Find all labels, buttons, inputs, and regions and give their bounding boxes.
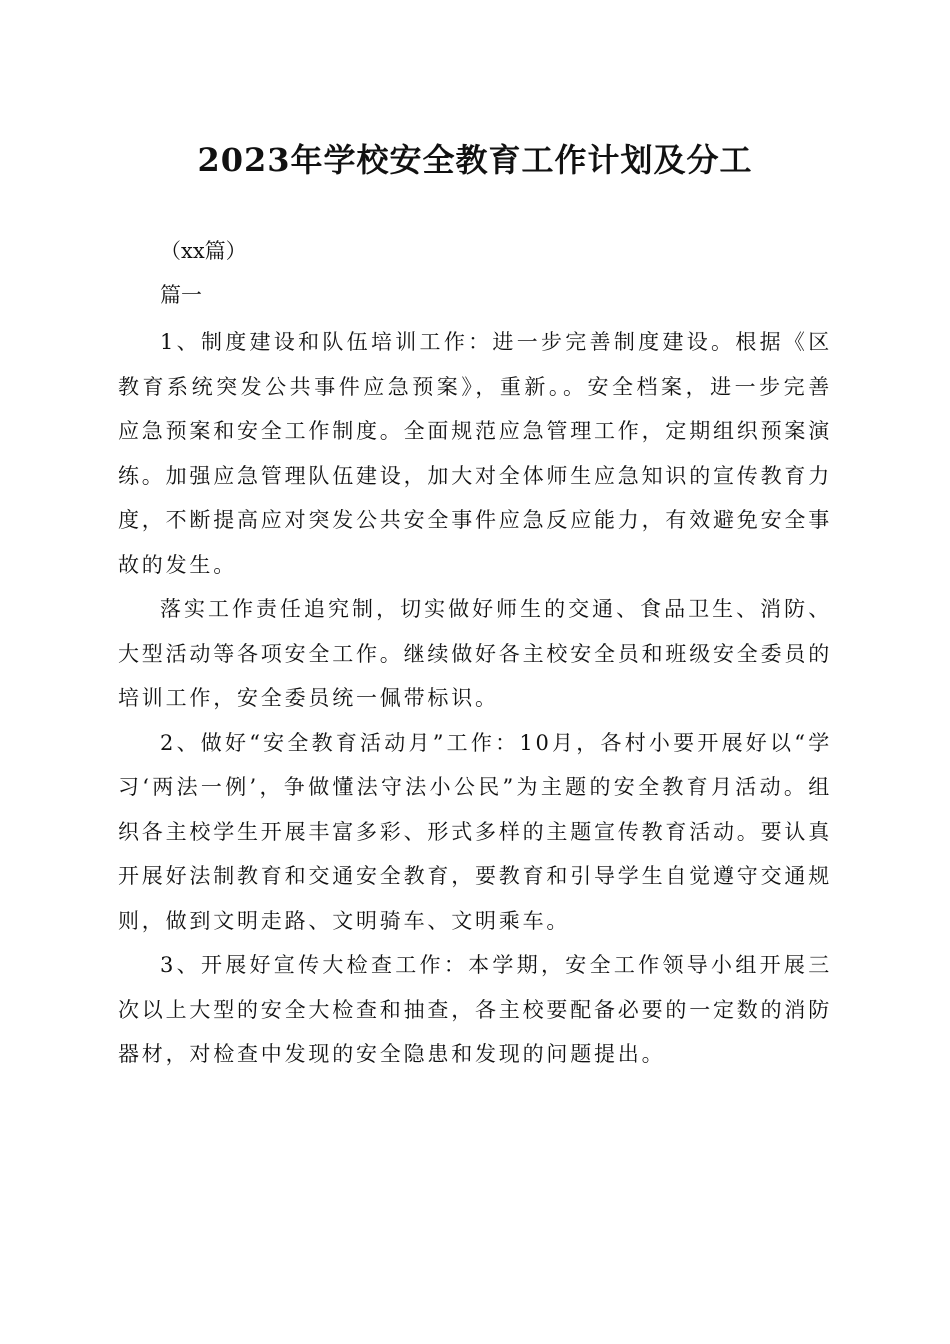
document-body <box>118 320 832 1077</box>
paragraph-3: 2、做好“安全教育活动月”工作：10月，各村小要开展好以“学习‘两法一例’，争做懂法守法小公民”为主题的安全教育月活动。组织各主校学生开展丰富多彩、形式多样的主题宣传教育活动。要认真开展好法制教育和交通安全教育，要教育和引导学生自觉遵守交通规则，做到文明走路、文明骑车、文明乘车。 <box>118 730 832 933</box>
paragraph-2: 落实工作责任追究制，切实做好师生的交通、食品卫生、消防、大型活动等各项安全工作。继续做好各主校安全员和班级安全委员的培训工作，安全委员统一佩带标识。 <box>118 597 832 710</box>
section-label: 篇一 <box>160 283 202 307</box>
document-title: 2023年学校安全教育工作计划及分工 <box>197 141 753 179</box>
document-subtitle: （xx篇） <box>160 239 247 263</box>
paragraph-1: 1、制度建设和队伍培训工作：进一步完善制度建设。根据《区教育系统突发公共事件应急预案》，重新。。安全档案，进一步完善应急预案和安全工作制度。全面规范应急管理工作，定期组织预案演练。加强应急管理队伍建设，加大对全体师生应急知识的宣传教育力度，不断提高应对突发公共安全事件应急反应能力，有效避免安全事故的发生。 <box>118 330 832 577</box>
paragraph-4: 3、开展好宣传大检查工作：本学期，安全工作领导小组开展三次以上大型的安全大检查和抽查，各主校要配备必要的一定数的消防器材，对检查中发现的安全隐患和发现的问题提出。 <box>118 953 832 1066</box>
